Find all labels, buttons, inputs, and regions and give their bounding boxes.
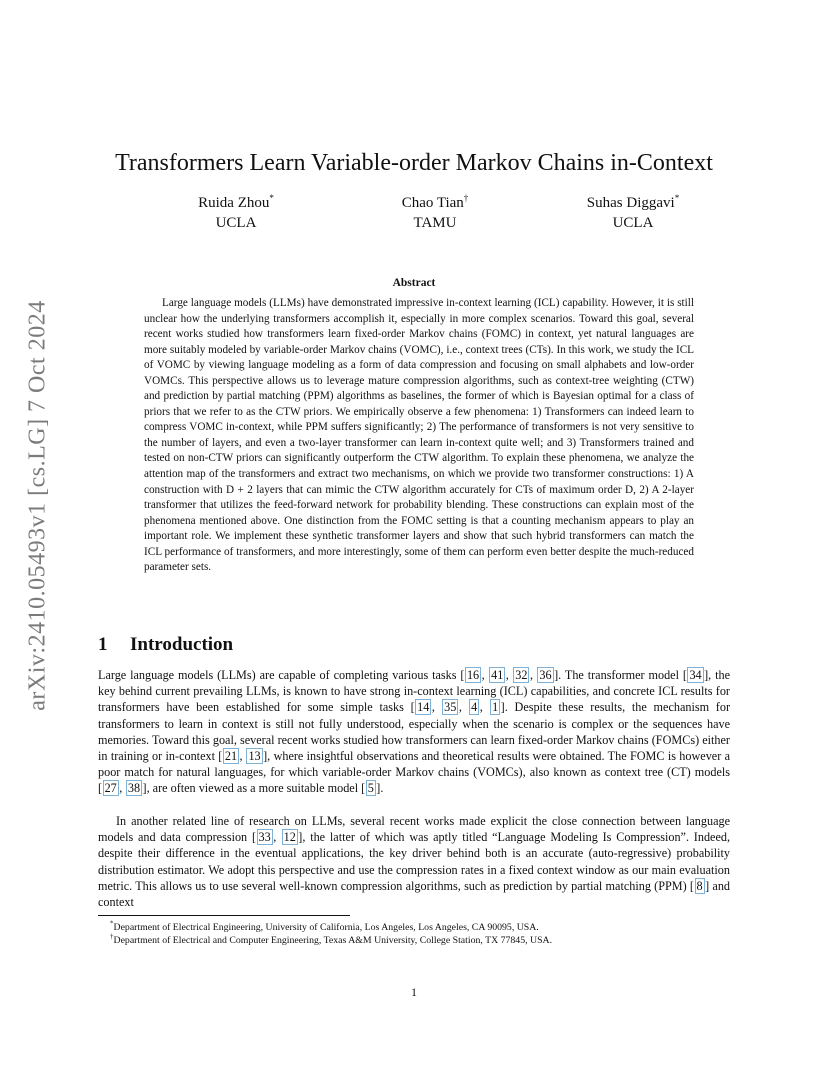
text-run: , [239, 749, 246, 764]
text-run: ]. The transformer model [ [554, 668, 687, 682]
citation-link[interactable]: 38 [127, 781, 141, 796]
text-run: , [458, 700, 469, 715]
citation-link[interactable]: 21 [224, 749, 238, 764]
citation-link[interactable]: 35 [444, 700, 457, 715]
text-run: ]. [376, 781, 384, 796]
arxiv-stamp-text: arXiv:2410.05493v1 [cs.LG] 7 Oct 2024 [24, 299, 51, 711]
text-run: , [479, 700, 490, 715]
intro-paragraph-2 [98, 813, 730, 910]
footnote-2-text: Department of Electrical and Computer Engineering, Texas A&M University, College Station, TX 77845, USA. [113, 935, 553, 946]
author-2 [355, 193, 515, 233]
footnote-rule [98, 915, 350, 916]
text-run: ], where insightful observations and theoretical results were obtained. The FOMC is however a poor match for natural languages, for which variable-order Markov chains (VOMCs), also known as context tree (CT) models [ [98, 749, 731, 796]
text-run: , [431, 700, 442, 715]
text-run: In another related line of research on LLMs, several recent works made explicit the close connection between language models and data compression [ [98, 814, 730, 845]
footnote-1-mark: * [110, 919, 114, 928]
citation-link[interactable]: 12 [283, 830, 296, 845]
arxiv-stamp [18, 295, 58, 715]
citation-link[interactable]: 14 [417, 700, 430, 715]
citation-link[interactable]: 16 [466, 668, 480, 682]
citation-link[interactable]: 8 [696, 878, 703, 893]
text-run: ] and context [98, 878, 731, 910]
text-run: ], the latter of which was aptly titled “Language Modeling Is Compression”. Indeed, despite their difference in the eventual applications, the key driver behind both is an accurate (auto-regressive) probability distribution estimator. We adopt this perspective and use the compression rates in a fixed context window as our main evaluation metric. This allows us to use several well-known compression algorithms, such as prediction by partial matching (PPM) [ [98, 830, 731, 893]
abstract-text: Large language models (LLMs) have demonstrated impressive in-context learning (ICL) capability. However, it is still unclear how the underlying transformers accomplish it, especially in more complex scenarios. Toward this goal, several recent works studied how transformers learn fixed-order Markov chains (FOMC) in context, yet natural languages are more suitably modeled by variable-order Markov chains (VOMC), i.e., context trees (CTs). In this work, we study the ICL of VOMC by viewing language modeling as a form of data compression and focusing on small alphabets and low-order VOMCs. This perspective allows us to leverage mature compression algorithms, such as context-tree weighting (CTW) and prediction by partial matching (PPM) algorithms as baselines, the former of which is Bayesian optimal for a class of priors that we refer to as the CTW priors. We empirically observe a few phenomena: 1) Transformers can indeed learn to compress VOMC in-context, while PPM suffers significantly; 2) The performance of transformers is not very sensitive to the number of layers, and even a two-layer transformer can learn in-context quite well; and 3) Transformers trained and tested on non-CTW priors can significantly outperform the CTW algorithm. To explain these phenomena, we analyze the attention map of the transformers and extract two mechanisms, on which we provide two transformer constructions: 1) A construction with D + 2 layers that can mimic the CTW algorithm accurately for CTs of maximum order D, 2) A 2-layer transformer that utilizes the feed-forward network for probability blending. These constructions can explain most of the phenomena mentioned above. One distinction from the FOMC setting is that a counting mechanism appears to play an important role. We implement these synthetic transformer layers and show that such hybrid transformers can match the ICL performance of transformers, and more interestingly, some of them can perform even better despite the much-reduced parameter sets. [144, 297, 694, 574]
author-block [98, 193, 730, 233]
author-3-name: Suhas Diggavi [586, 195, 675, 211]
author-1 [156, 193, 316, 233]
text-run: , [119, 781, 126, 796]
citation-link[interactable]: 32 [515, 668, 528, 682]
section-heading [98, 633, 233, 657]
author-2-affiliation: TAMU [413, 215, 457, 231]
paper-title: Transformers Learn Variable-order Markov Chains in-Context [115, 150, 713, 176]
text-run: Large language models (LLMs) are capable of completing various tasks [ [98, 668, 465, 682]
citation-link[interactable]: 1 [492, 700, 499, 715]
text-run: ], the key behind current prevailing LLMs, is known to have strong in-context learning (ICL) capabilities, and concrete ICL results for transformers have been established for some simple tasks [ [98, 668, 731, 715]
author-3-affiliation: UCLA [612, 215, 654, 231]
section-title: Introduction [130, 634, 234, 655]
author-3 [553, 193, 713, 233]
citation-link[interactable]: 27 [104, 781, 117, 796]
intro-paragraph-1 [98, 667, 730, 797]
author-1-name: Ruida Zhou [198, 195, 270, 211]
text-run: ], are often viewed as a more suitable model [ [142, 781, 366, 796]
abstract-heading: Abstract [392, 277, 436, 289]
citation-link[interactable]: 34 [689, 668, 702, 682]
paper-page [98, 0, 730, 1072]
citation-link[interactable]: 33 [258, 830, 271, 845]
author-2-name: Chao Tian [401, 195, 464, 211]
text-run: , [481, 668, 489, 682]
text-run: , [273, 830, 282, 845]
author-1-affiliation: UCLA [215, 215, 257, 231]
citation-link[interactable]: 41 [491, 668, 504, 682]
footnote-1 [110, 921, 539, 934]
footnote-1-text: Department of Electrical Engineering, University of California, Los Angeles, Los Angeles, CA 90095, USA. [113, 922, 539, 933]
footnote-2 [110, 934, 552, 947]
author-2-mark: † [463, 193, 469, 203]
citation-link[interactable]: 5 [367, 781, 374, 796]
text-run: ]. Despite these results, the mechanism for transformers to learn in context is still not fully understood, especially when the scenario is complex or the sequences have memories. Toward this goal, several recent works studied how transformers can learn fixed-order Markov chains (FOMCs) either in training or in-context [ [98, 700, 731, 764]
text-run: , [529, 668, 537, 682]
page-number: 1 [411, 985, 417, 999]
author-3-mark: * [674, 193, 680, 203]
citation-link[interactable]: 13 [248, 749, 261, 764]
text-run: , [505, 668, 513, 682]
footnote-2-mark: † [110, 932, 114, 941]
citation-link[interactable]: 4 [471, 700, 478, 715]
citation-link[interactable]: 36 [539, 668, 552, 682]
section-number: 1 [98, 634, 108, 655]
author-1-mark: * [269, 193, 274, 203]
